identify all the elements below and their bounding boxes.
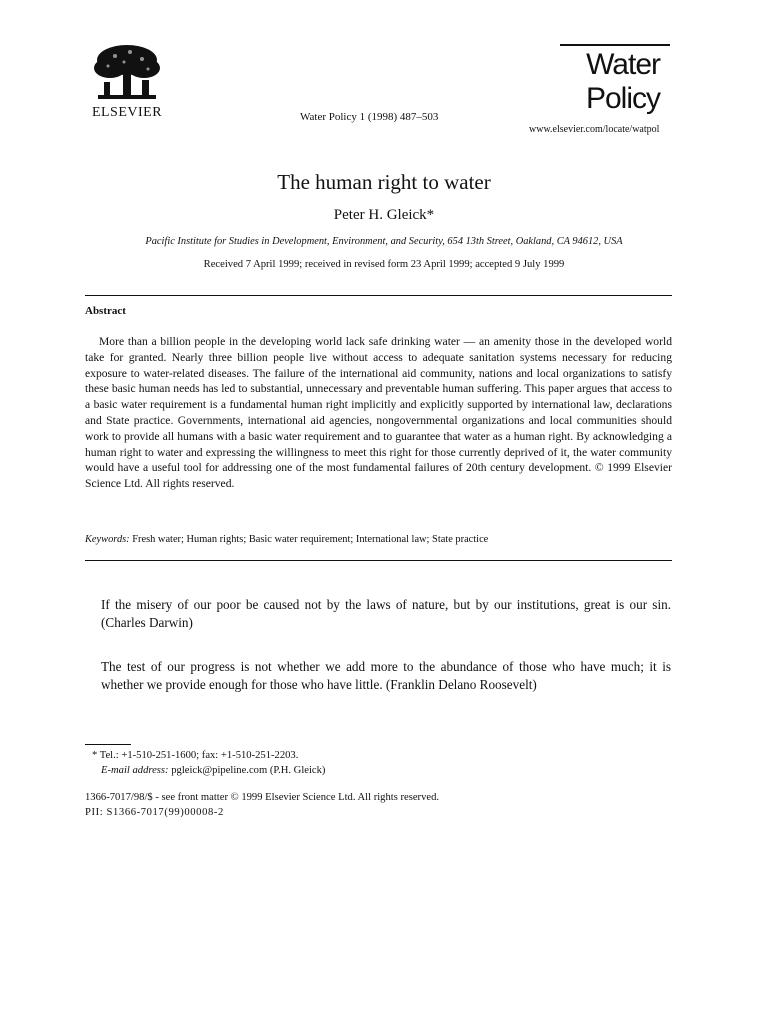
abstract-body: More than a billion people in the developing world lack safe drinking water — an amenity those in the developed world take for granted. Nearly three billion people live without access to adequate sanitation systems necessary for reducing exposure to water-related diseases. The failure of the international aid community, nations and local organizations to satisfy these basic human needs has led to substantial, unnecessary and preventable human suffering. This paper argues that access to a basic water requirement is a fundamental human right implicitly and explicitly supported by international law, declarations and State practice. Governments, international aid agencies, nongovernmental organizations and local communities should work to provide all humans with a basic water requirement and to guarantee that water as a human right. By acknowledging a human right to water and expressing the willingness to meet this right for those currently deprived of it, the water community would have a useful tool for addressing one of the most fundamental failures of 20th century development. © 1999 Elsevier Science Ltd. All rights reserved. (85, 335, 672, 491)
journal-url-link[interactable]: www.elsevier.com/locate/watpol (529, 124, 660, 135)
elsevier-tree-icon (90, 42, 164, 104)
footnote-contact: * Tel.: +1-510-251-1600; fax: +1-510-251-2203. (92, 750, 299, 761)
publisher-logo (82, 42, 172, 121)
abstract-top-divider (85, 295, 672, 296)
received-dates: Received 7 April 1999; received in revised form 23 April 1999; accepted 9 July 1999 (203, 259, 565, 270)
footnote-divider (85, 744, 131, 745)
abstract-bottom-divider (85, 560, 672, 561)
email-address-link[interactable]: pgleick@pipeline.com (P.H. Gleick) (171, 765, 326, 776)
article-author: Peter H. Gleick* (333, 207, 435, 223)
footnote-email (101, 765, 325, 776)
article-title: The human right to water (277, 170, 491, 194)
keywords-line (85, 534, 488, 545)
journal-citation: Water Policy 1 (1998) 487–503 (300, 111, 439, 123)
author-affiliation: Pacific Institute for Studies in Development, Environment, and Security, 654 13th Street, Oakland, CA 94612, USA (145, 236, 623, 247)
journal-logo (560, 44, 672, 114)
epigraph-roosevelt: The test of our progress is not whether we add more to the abundance of those who have much; it is whether we provide enough for those who have little. (Franklin Delano Roosevelt) (101, 659, 671, 692)
issn-line: 1366-7017/98/$ - see front matter © 1999 Elsevier Science Ltd. All rights reserved. (85, 792, 440, 803)
journal-title-line1: Water (586, 48, 660, 81)
keywords-list: Fresh water; Human rights; Basic water requirement; International law; State practice (132, 534, 489, 545)
journal-title-line2: Policy (585, 82, 660, 115)
publisher-name: ELSEVIER (91, 105, 163, 120)
abstract-heading: Abstract (85, 305, 126, 317)
pii-line: PII: S1366-7017(99)00008-2 (85, 807, 224, 818)
keywords-label: Keywords: (85, 534, 130, 545)
journal-logo-rule (560, 44, 670, 46)
email-label: E-mail address: (101, 765, 169, 776)
epigraph-darwin: If the misery of our poor be caused not by the laws of nature, but by our institutions, great is our sin. (Charles Darwin) (101, 597, 671, 630)
